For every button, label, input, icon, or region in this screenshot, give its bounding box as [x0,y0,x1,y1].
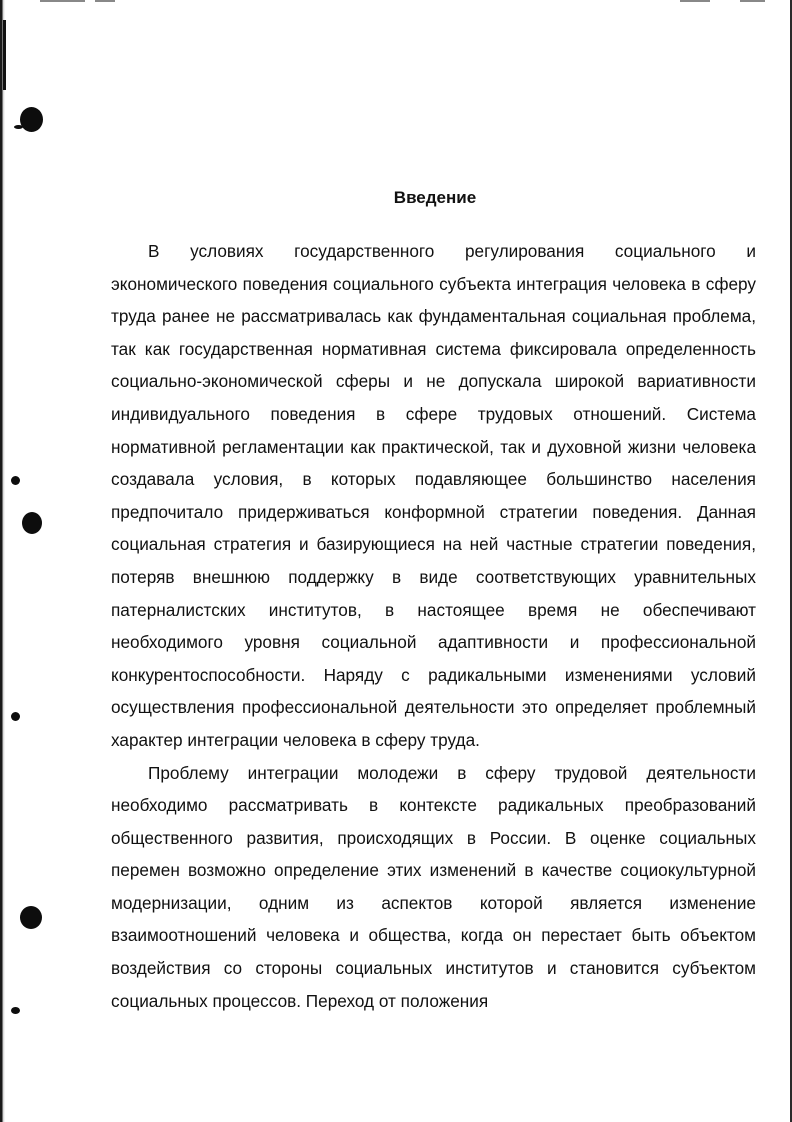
binding-dot [11,712,20,721]
scan-left-edge [0,0,5,1122]
punch-hole [20,107,43,132]
punch-hole [20,906,42,929]
binding-dot [11,1007,20,1014]
scan-left-edge-mark [3,20,6,90]
punch-hole [22,512,42,534]
scan-top-marks [0,0,792,3]
scan-top-tick [740,0,765,2]
punch-hole-smear [14,125,23,129]
paragraph: Проблему интеграции молодежи в сферу трудовой деятельности необходимо рассматривать в контексте радикальных преобразований общественного развития, происходящих в России. В оценке социальных перемен возможно определение этих изменений в качестве социокультурной модернизации, одним из аспектов которой является изменение взаимоотношений человека и общества, когда он перестает быть объектом воздействия со стороны социальных институтов и становится субъектом социальных процессов. Переход от положения [111,762,756,1011]
section-title: Введение [393,188,477,207]
scan-top-tick [40,0,85,2]
scan-top-tick [95,0,115,2]
scan-top-tick [680,0,710,2]
binding-dot [11,476,20,485]
body-text [111,235,756,1017]
paragraph: В условиях государственного регулирования социального и экономического поведения социального субъекта интеграция человека в сферу труда ранее не рассматривалась как фундаментальная социальная проблема, так как государственная нормативная система фиксировала определенность социально-экономической сферы и не допускала широкой вариативности индивидуального поведения в сфере трудовых отношений. Система нормативной регламентации как практической, так и духовной жизни человека создавала условия, в которых подавляющее большинство населения предпочитало придерживаться конформной стратегии поведения. Данная социальная стратегия и базирующиеся на ней частные стратегии поведения, потеряв внешнюю поддержку в виде соответствующих уравнительных патерналистских институтов, в настоящее время не обеспечивают необходимого уровня социальной адаптивности и профессиональной конкурентоспособности. Наряду с радикальными изменениями условий осуществления профессиональной деятельности это определяет проблемный характер интеграции человека в сферу труда. [111,241,756,750]
